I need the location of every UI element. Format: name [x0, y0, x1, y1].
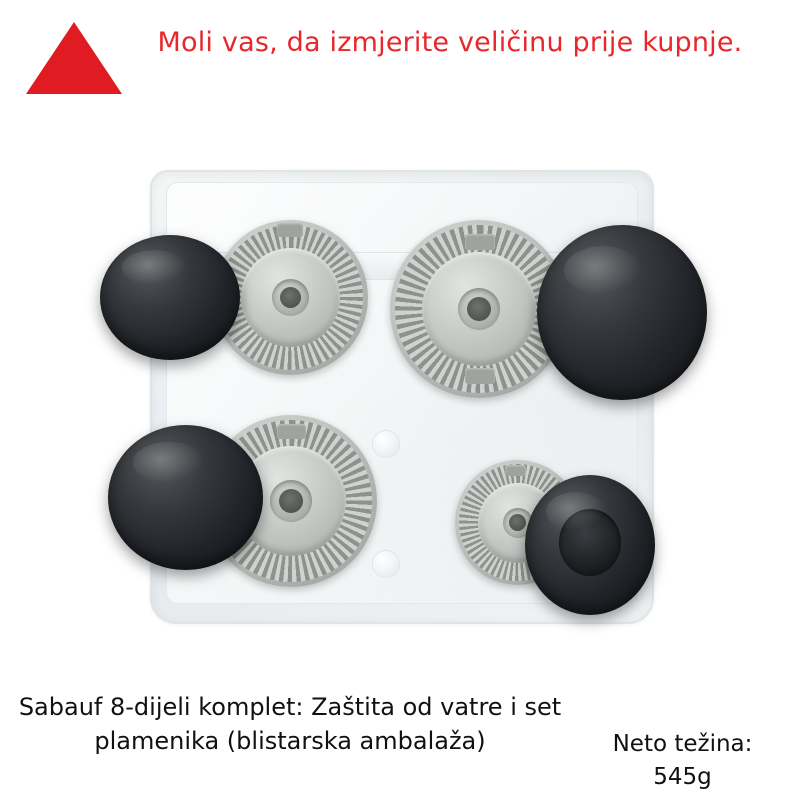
net-weight-value: 545g — [653, 763, 712, 790]
burner-ignition-tab — [277, 424, 306, 439]
warning-banner-text: Moli vas, da izmjerite veličinu prije kupnje. — [157, 27, 743, 58]
tray-dimple — [372, 430, 400, 458]
net-weight-label: Neto težina: — [612, 731, 753, 757]
burner-cap-left-upper — [100, 235, 240, 360]
top-warning-banner — [0, 0, 800, 120]
burner-cap-right-lower — [525, 475, 655, 615]
product-description-text: Sabauf 8-dijeli komplet: Zaštita od vatre i set plamenika (blistarska ambalaža) — [18, 693, 562, 756]
burner-cap-left-lower — [108, 425, 263, 570]
product-photo — [0, 120, 800, 675]
burner-ignition-tab — [277, 223, 303, 237]
burner-ignition-tab — [465, 234, 495, 250]
burner-cap-right-upper — [537, 225, 707, 400]
tray-dimple — [372, 550, 400, 578]
warning-triangle-icon — [26, 22, 122, 94]
burner-center-hole — [279, 489, 303, 513]
burner-ignition-tab — [505, 465, 526, 476]
burner-ignition-tab — [465, 368, 495, 384]
caption-block — [0, 680, 800, 800]
net-weight-text — [570, 728, 795, 793]
